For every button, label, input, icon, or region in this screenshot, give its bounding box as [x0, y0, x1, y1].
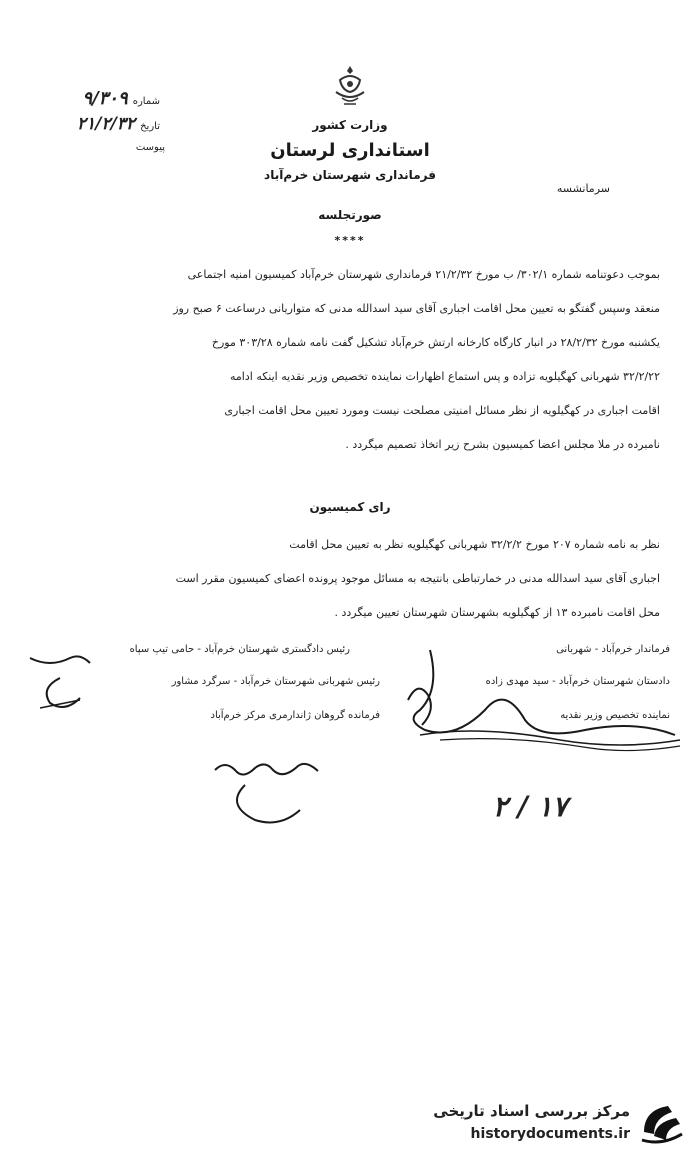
- signature-scribble: [400, 640, 690, 770]
- number-row: [30, 88, 160, 110]
- salutation: سرمانشسه: [556, 182, 610, 195]
- signatory-line: رئیس دادگستری شهرستان خرم‌آباد - حامی تیپ سپاه: [129, 644, 350, 655]
- decision-title: رای کمیسیون: [309, 500, 391, 514]
- ministry-title: وزارت کشور: [312, 118, 388, 132]
- signature-left: [20, 648, 100, 718]
- body-line: یکشنبه مورخ ۲۸/۲/۳۲ در انبار کارگاه کارخانه ارتش خرم‌آباد تشکیل گفت نامه شماره ۳۰۳/۲۸ مورخ: [211, 336, 660, 349]
- number-value: ۹/۳۰۹: [82, 88, 128, 109]
- body-line: بموجب دعوتنامه شماره ۳۰۲/۱/ ب مورخ ۲۱/۲/۳۲ فرمانداری شهرستان خرم‌آباد کمیسیون امنیه اجتماعی: [187, 268, 660, 281]
- subject-title: صورتجلسه: [318, 208, 382, 222]
- body-line: نامبرده در ملا مجلس اعضا کمیسیون بشرح زیر اتخاذ تصمیم میگردد .: [345, 438, 660, 451]
- decision-line: اجباری آقای سید اسدالله مدنی در خمارتباطی بانتیجه به مسائل موجود پرونده اعضای کمیسیون مقرر است: [175, 572, 660, 585]
- attachment-label: پیوست: [135, 142, 165, 153]
- signatory-line: نماینده تخصیص وزیر نقدیه: [560, 710, 670, 721]
- province-title: استانداری لرستان: [270, 140, 430, 161]
- archive-logo-icon: [638, 1102, 686, 1148]
- footer-site-name: مرکز بررسی اسناد تاریخی: [433, 1102, 630, 1120]
- footer-site-url: historydocuments.ir: [470, 1126, 630, 1142]
- marginal-note: ۲ / ۱۷: [492, 790, 568, 823]
- date-row: [30, 114, 160, 136]
- signatory-line: رئیس شهربانی شهرستان خرم‌آباد - سرگرد مشاور: [171, 676, 380, 687]
- date-label: تاریخ: [140, 121, 160, 132]
- signatory-line: فرمانده گروهان ژاندارمری مرکز خرم‌آباد: [210, 710, 380, 721]
- body-line: منعقد وسپس گفتگو به تعیین محل اقامت اجباری آقای سید اسدالله مدنی که متواریانی درساعت ۶ صبح روز: [173, 302, 660, 315]
- date-value: ۲۱/۲/۳۲: [76, 114, 135, 134]
- subject-ornament: ****: [334, 234, 366, 247]
- decision-line: نظر به نامه شماره ۲۰۷ مورخ ۳۲/۲/۲ شهربانی کهگیلویه نظر به تعیین محل اقامت: [289, 538, 660, 551]
- number-label: شماره: [132, 96, 160, 107]
- signatory-line: دادستان شهرستان خرم‌آباد - سید مهدی زاده: [485, 676, 670, 687]
- signatory-line: فرماندار خرم‌آباد - شهربانی: [556, 644, 670, 655]
- emblem-icon: [328, 62, 372, 112]
- footer-watermark: [400, 1100, 690, 1150]
- governorate-title: فرمانداری شهرستان خرم‌آباد: [264, 168, 436, 182]
- body-line: اقامت اجباری در کهگیلویه از نظر مسائل امنیتی مصلحت نیست ومورد تعیین محل اقامت اجباری: [224, 404, 660, 417]
- body-line: ۳۲/۲/۲۲ شهربانی کهگیلویه تزاده و پس استماع اظهارات نماینده تخصیص وزیر نقدیه اینکه ادامه: [230, 370, 660, 383]
- signature-bottom: [205, 755, 345, 830]
- decision-line: محل اقامت نامبرده ۱۳ از کهگیلویه بشهرستان شهرستان تعیین میگردد .: [334, 606, 660, 619]
